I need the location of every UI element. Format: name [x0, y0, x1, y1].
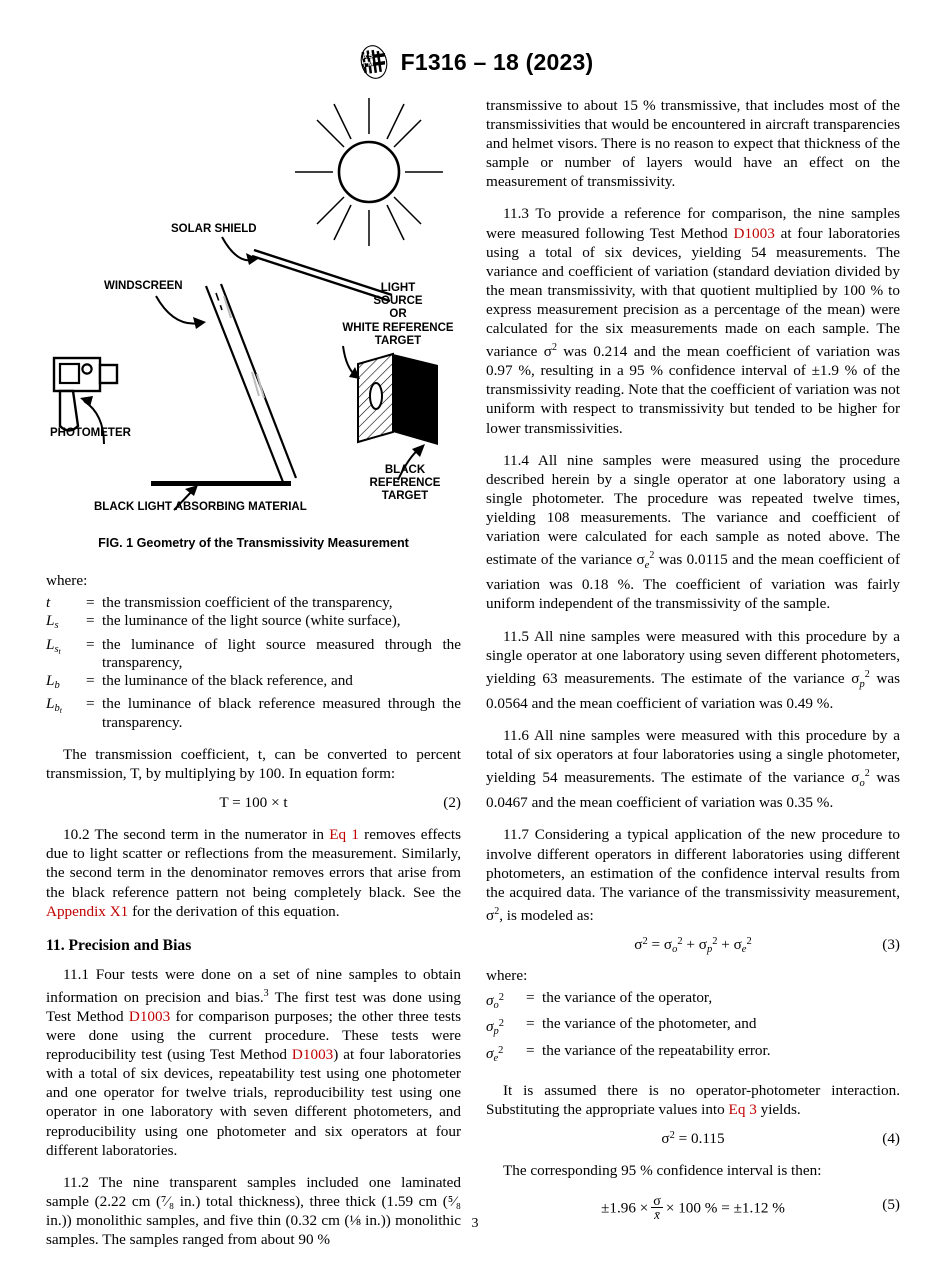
symbol-main: σ [486, 1044, 494, 1062]
link-d1003-b[interactable]: D1003 [291, 1046, 334, 1064]
where-label-right: where: [486, 966, 528, 984]
paragraph-11-6 [486, 726, 900, 812]
definition-symbol [486, 1042, 526, 1068]
equation-5-numerator: σ [653, 1194, 661, 1210]
definition-equals: = [526, 1015, 535, 1033]
definition-symbol [46, 695, 86, 732]
definition-symbol [46, 672, 86, 695]
symbol-sup: 2 [498, 1044, 504, 1056]
paragraph-11-2: 11.2 The nine transparent samples included one laminated sample (2.22 cm (⁷⁄₈ in.) total thickness), three thick (1.59 cm (⁵⁄₈ in.)) monolithic samples, and five thin (0.32 cm (⅛ in.)) monolithic samples. The samples ranged from about 90 % [46, 1173, 461, 1249]
paragraph-11-1 [46, 965, 461, 1160]
paragraph-11-3-b: at four laboratories using a total of six devices, yielding 54 measurements. The variance and coefficient of variation (standard deviation divided by the mean transmissivity, with that quotient multiplied by 100 % to express measurement precision as a percentage of the mean) were calculated for the six measurements made on each sample. The variance σ [486, 224, 900, 361]
sigma-e-subscript: e [644, 560, 650, 572]
figure-label-windscreen: WINDSCREEN [104, 280, 183, 292]
symbol-sub: b [54, 680, 60, 692]
symbol-main: L [46, 635, 55, 653]
paragraph-11-3-c: was 0.214 and the mean coefficient of variation was 0.97 %, resulting in a 95 % confidence interval of ±1.9 % of the transmissivity reading. Note that the coefficient of variation was not uniform with respect to transmissivity but tended to be higher for lower transmissivities. [486, 343, 900, 437]
definition-description: the transmission coefficient of the transparency, [102, 594, 393, 611]
symbol-sub: o [493, 999, 499, 1011]
paragraph-11-4 [486, 451, 900, 614]
section-11-heading: 11. Precision and Bias [46, 936, 192, 954]
definition-equals: = [86, 635, 95, 653]
right-column [486, 96, 900, 1233]
paragraph-11-1-d: ) at four laboratories with a total of six devices, repeatability test using one photometer and one operator for twelve trials, reproducibility test using one operator in one laboratory with seven different photometers, and reproducibility using one photometer and six operators at four different laboratories. [46, 1046, 461, 1159]
svg-text:T M: T M [361, 60, 374, 69]
equation-5-denominator: x̄ [651, 1207, 663, 1222]
sigma-e-exponent: 2 [649, 550, 655, 562]
equation-3-number: (3) [882, 935, 900, 953]
sigma-o-subscript: o [859, 778, 865, 790]
paragraph-11-4-a: 11.4 All nine samples were measured using the procedure described herein by a single operator at one laboratory using a single photometer. The procedure was repeated twelve times, yielding 108 measurements. The variance and coefficient of variation were calculated for each sample as noted above. The estimate of the variance σ [486, 451, 900, 569]
figure-label-photometer: PHOTOMETER [50, 427, 131, 439]
footnote-marker-3: 3 [263, 987, 269, 999]
symbol-main: σ [486, 1018, 494, 1036]
paragraph-10-2-post: for the derivation of this equation. [128, 902, 340, 920]
definition-symbol [486, 989, 526, 1015]
definition-equals: = [86, 594, 95, 611]
definition-symbol [46, 594, 86, 612]
windscreen-shape [206, 284, 296, 482]
paragraph-assumed-b: yields. [756, 1100, 801, 1118]
figure-1-caption: FIG. 1 Geometry of the Transmissivity Measurement [98, 536, 409, 550]
link-eq-1[interactable]: Eq 1 [329, 826, 359, 844]
paragraph-11-7-b: , is modeled as: [499, 906, 594, 924]
symbol-main: L [46, 695, 55, 713]
link-eq-3[interactable]: Eq 3 [728, 1100, 757, 1118]
definition-description: the luminance of light source measured through the transparency, [102, 635, 461, 671]
paragraph-assumed-a: It is assumed there is no operator-photometer interaction. Substituting the appropriate values into [486, 1081, 900, 1118]
paragraph-11-7 [486, 825, 900, 925]
definition-list-left [46, 594, 461, 732]
paragraph-10-2 [46, 825, 461, 920]
paragraph-confidence: The corresponding 95 % confidence interval is then: [503, 1162, 822, 1180]
equation-5-lead: ±1.96 × [601, 1199, 649, 1217]
definition-row [46, 695, 461, 732]
windscreen-arrow [156, 296, 206, 329]
definition-symbol [486, 1015, 526, 1041]
paragraph-11-7-a: 11.7 Considering a typical application of the new procedure to involve different operators in different laboratories using different photometers, an estimation of the confidence interval results from the acquired data. The variance of the transmissivity measurement, σ [486, 826, 900, 924]
sigma-squared-exponent: 2 [551, 342, 557, 354]
symbol-subsub: t [59, 706, 62, 716]
figure-label-light-source: LIGHT SOURCE OR WHITE REFERENCE TARGET [342, 282, 454, 347]
paragraph-11-5-b: was 0.0564 and the mean coefficient of variation was 0.49 %. [486, 669, 900, 712]
definition-equals: = [86, 612, 95, 630]
symbol-main: L [46, 672, 55, 690]
paragraph-11-5-a: 11.5 All nine samples were measured with this procedure by a single operator at one laboratory using seven different photometers, yielding 63 measurements. The estimate of the variance σ [486, 627, 900, 687]
definition-row [486, 1042, 900, 1068]
link-d1003-c[interactable]: D1003 [733, 224, 775, 242]
equation-2-number: (2) [443, 794, 461, 812]
sigma-p-subscript: p [859, 678, 865, 690]
white-reference-target-shape [358, 354, 393, 442]
figure-label-solar-shield: SOLAR SHIELD [171, 223, 257, 235]
symbol-subsub: t [58, 646, 61, 656]
link-d1003-a[interactable]: D1003 [128, 1007, 171, 1025]
definition-equals: = [526, 1041, 535, 1059]
paragraph-11-6-a: 11.6 All nine samples were measured with this procedure by a total of six operators at four laboratories using a single photometer, yielding 54 measurements. The estimate of the variance σ [486, 726, 900, 787]
sigma-p-exponent: 2 [864, 668, 870, 680]
solar-shield-arrow [222, 237, 258, 265]
symbol-main: L [46, 612, 55, 630]
equation-4 [486, 1130, 900, 1150]
paragraph-11-4-b: was 0.0115 and the mean coefficient of variation was 0.18 %. The coefficient of variation was fairly uniform independent of the transmissivity of the sample. [486, 551, 900, 613]
page-header [0, 40, 950, 84]
figure-label-black-absorbing: BLACK LIGHT ABSORBING MATERIAL [94, 501, 307, 513]
windscreen-dash [216, 293, 222, 310]
sun-icon [295, 98, 443, 246]
definition-description: the luminance of the black reference, and [102, 672, 353, 690]
equation-3-body: $\sigma^2 = \sigma_o^2 + \sigma_p^2 + \sigma_e^2$ [634, 935, 752, 955]
paragraph-11-3-a: 11.3 To provide a reference for comparison, the nine samples were measured following Test Method [486, 205, 900, 242]
definition-symbol [46, 612, 86, 635]
svg-text:A S: A S [361, 52, 373, 61]
paragraph-continuation: transmissive to about 15 % transmissive, that includes most of the transmissivities that would be encountered in aircraft transparencies and helmet visors. There is no reason to expect that thickness of the sample or number of layers would have an effect on the measurement of transmissivity. [486, 97, 900, 191]
figure-label-black-reference: BLACK REFERENCE TARGET [369, 464, 441, 503]
definition-symbol [46, 636, 86, 673]
paragraph-11-1-b: The first test was done using Test Method [46, 988, 461, 1025]
definition-equals: = [86, 672, 95, 690]
definition-row [46, 594, 461, 612]
symbol-sup: 2 [498, 1018, 504, 1030]
black-reference-target-shape [393, 354, 438, 445]
symbol-main: t [46, 594, 51, 611]
paragraph-11-1-a: 11.1 Four tests were done on a set of nine samples to obtain information on precision and bias. [46, 965, 461, 1006]
definition-row [46, 612, 461, 635]
definition-row [486, 989, 900, 1015]
sigma-o-exponent: 2 [864, 768, 870, 780]
paragraph-assumed [486, 1081, 900, 1119]
definition-equals: = [86, 695, 95, 713]
symbol-sub: s [54, 620, 59, 632]
page-title: F1316 – 18 (2023) [400, 48, 594, 75]
definition-description: the variance of the repeatability error. [542, 1041, 771, 1059]
definition-equals: = [526, 988, 535, 1006]
link-appendix-x1[interactable]: Appendix X1 [46, 902, 129, 920]
paragraph-transmission-coefficient: The transmission coefficient, t, can be converted to percent transmission, T, by multiplying by 100. In equation form: [46, 746, 461, 783]
equation-4-value: 0.115 [691, 1130, 725, 1148]
symbol-sub: b [54, 703, 60, 715]
symbol-sub: s [54, 643, 59, 655]
black-absorbing-material-shape [151, 481, 291, 486]
sigma-squared-exponent-2: 2 [494, 905, 500, 917]
symbol-sub: p [493, 1026, 499, 1038]
definition-description: the variance of the operator, [542, 988, 713, 1006]
paragraph-11-1-c: for comparison purposes; the other three tests were done using the current procedure. These tests were reproducibility test (using Test Method [46, 1007, 461, 1064]
paragraph-11-6-b: was 0.0467 and the mean coefficient of variation was 0.35 %. [486, 769, 900, 812]
page-number: 3 [471, 1216, 479, 1231]
astm-logo-icon [357, 44, 391, 80]
equation-4-body: $\sigma^2 = 0.115$ [661, 1130, 725, 1148]
definition-description: the variance of the photometer, and [542, 1015, 757, 1033]
symbol-sub: e [493, 1052, 499, 1064]
equation-2-body: T = 100 × t [219, 794, 288, 812]
paragraph-10-2-pre: 10.2 The second term in the numerator in [63, 826, 330, 844]
equation-5-tail: × 100 % = ±1.12 % [665, 1199, 785, 1217]
figure-1 [46, 96, 461, 536]
definition-list-right [486, 989, 900, 1068]
white-reference-arrow [343, 346, 360, 379]
left-column [46, 96, 461, 1249]
definition-row [46, 636, 461, 673]
definition-row [486, 1015, 900, 1041]
paragraph-10-2-mid: removes effects due to light scatter or reflections from the measurement. Similarly, the second term in the denominator removes errors that arise from the black reference pattern not being completely black. See the [46, 826, 461, 901]
equation-4-number: (4) [882, 1130, 900, 1148]
paragraph-11-5 [486, 627, 900, 713]
where-label-left: where: [46, 572, 88, 589]
symbol-sup: 2 [498, 991, 504, 1003]
definition-row [46, 672, 461, 695]
paragraph-11-3 [486, 204, 900, 437]
symbol-main: σ [486, 991, 494, 1009]
equation-5-number: (5) [882, 1196, 900, 1214]
definition-description: the luminance of the light source (white surface), [102, 612, 401, 630]
equation-2 [46, 794, 461, 814]
equation-3 [486, 936, 900, 956]
definition-description: the luminance of black reference measured through the transparency. [102, 695, 461, 731]
